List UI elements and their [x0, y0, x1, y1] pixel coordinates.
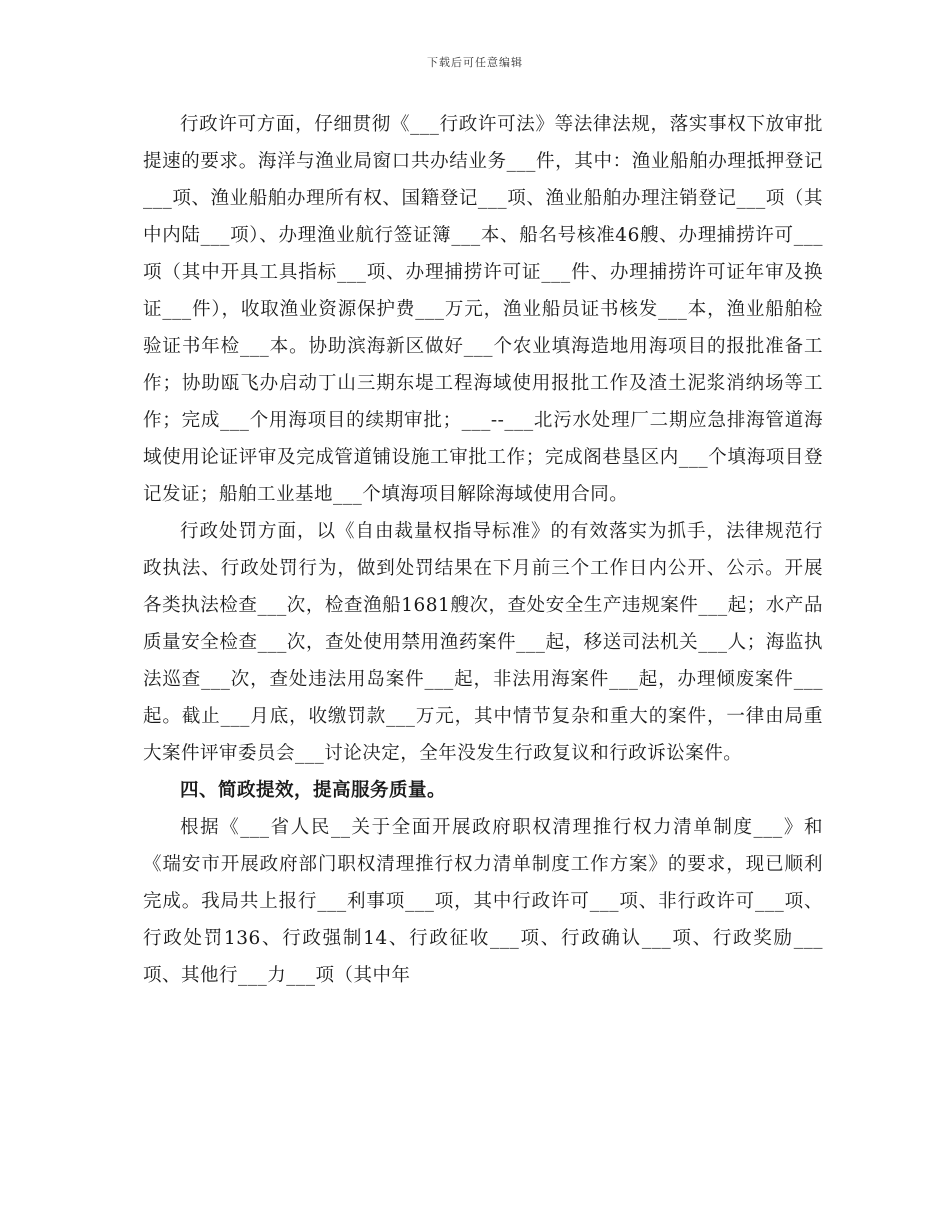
paragraph-administrative-licensing: 行政许可方面，仔细贯彻《___行政许可法》等法律法规，落实事权下放审批提速的要求。海洋与渔业局窗口共办结业务___件，其中：渔业船舶办理抵押登记___项、渔业船舶办理所有权、国籍登记___项、渔业船舶办理注销登记___项（其中内陆___项）、办理渔业航行签证簿___本、船名号核准46艘、办理捕捞许可___项（其中开具工具指标___项、办理捕捞许可证___件、办理捕捞许可证年审及换证___件），收取渔业资源保护费___万元，渔业船员证书核发___本，渔业船舶检验证书年检___本。协助滨海新区做好___个农业填海造地用海项目的报批准备工作；协助瓯飞办启动丁山三期东堤工程海域使用报批工作及渣土泥浆消纳场等工作；完成___个用海项目的续期审批；___--___北污水处理厂二期应急排海管道海域使用论证评审及完成管道铺设施工审批工作；完成阁巷垦区内___个填海项目登记发证；船舶工业基地___个填海项目解除海域使用合同。 [143, 114, 823, 505]
paragraph-administrative-penalty: 行政处罚方面，以《自由裁量权指导标准》的有效落实为抓手，法律规范行政执法、行政处罚行为，做到处罚结果在下月前三个工作日内公开、公示。开展各类执法检查___次，检查渔船1681艘次，查处安全生产违规案件___起；水产品质量安全检查___次，查处使用禁用渔药案件___起，移送司法机关___人；海监执法巡查___次，查处违法用岛案件___起，非法用海案件___起，办理倾废案件___起。截止___月底，收缴罚款___万元，其中情节复杂和重大的案件，一律由局重大案件评审委员会___讨论决定，全年没发生行政复议和行政诉讼案件。 [143, 521, 823, 764]
document-body [143, 106, 823, 994]
section-heading: 四、简政提效，提高服务质量。 [180, 780, 447, 801]
page-header: 下载后可任意编辑 [427, 56, 523, 69]
paragraph-power-list: 根据《___省人民__关于全面开展政府职权清理推行权力清单制度___》和《瑞安市开展政府部门职权清理推行权力清单制度工作方案》的要求，现已顺利完成。我局共上报行___利事项___项，其中行政许可___项、非行政许可___项、行政处罚136、行政强制14、行政征收___项、行政确认___项、行政奖励___项、其他行___力___项（其中年 [143, 817, 823, 986]
